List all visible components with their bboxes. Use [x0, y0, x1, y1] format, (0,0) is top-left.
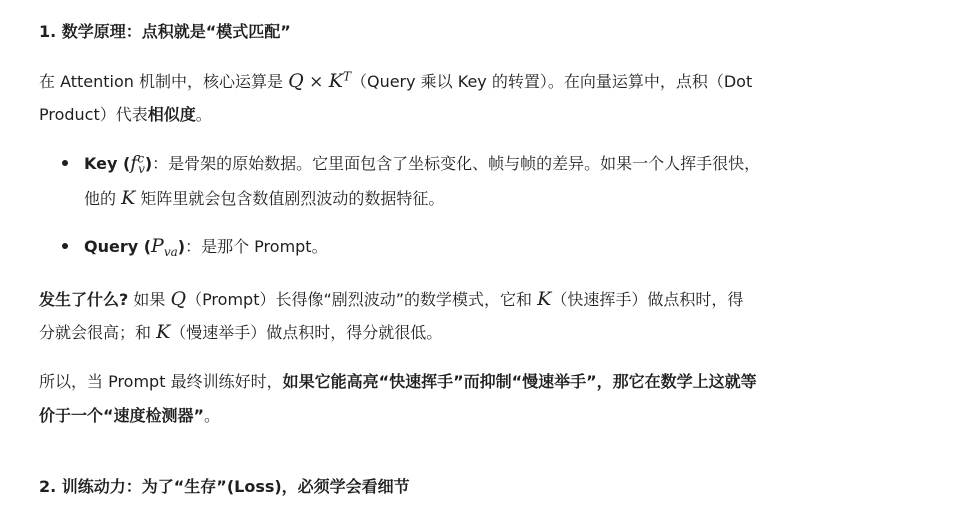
- happen-line-1: [39, 287, 743, 312]
- bullet-text: 矩阵里就会包含数值剧烈波动的数据特征。: [135, 189, 445, 208]
- math-sub-va: va: [163, 245, 178, 260]
- conclusion-line-2: [39, 404, 220, 428]
- conclusion-text: 。: [204, 406, 221, 425]
- bullet-text: 他的: [84, 189, 122, 208]
- intro-text: （Query 乘以 Key 的转置）。在向量运算中，点积（Dot: [350, 72, 753, 91]
- section-1-heading: 1. 数学原理：点积就是“模式匹配”: [39, 22, 291, 41]
- section-2-heading: 2. 训练动力：为了“生存”(Loss)，必须学会看细节: [39, 477, 410, 496]
- bullet-dot: [62, 160, 68, 166]
- conclusion-bold: 价于一个“速度检测器”: [39, 406, 205, 425]
- math-sup-c: c: [137, 151, 145, 166]
- math-transpose: T: [342, 69, 351, 84]
- math-k: K: [537, 288, 552, 310]
- happen-line-2: [39, 320, 442, 345]
- happen-text: （慢速举手）做点积时，得分就很低。: [170, 323, 443, 342]
- bullet-query-line: [84, 234, 328, 259]
- math-q: Q: [288, 70, 304, 92]
- intro-text: 。: [195, 105, 212, 124]
- key-label: Key (: [84, 154, 131, 173]
- math-times: ×: [303, 72, 329, 92]
- intro-text: 在 Attention 机制中，核心运算是: [39, 72, 289, 91]
- happen-bold: 发生了什么?: [39, 290, 129, 309]
- conclusion-text: 所以，当 Prompt 最终训练好时，: [39, 372, 283, 391]
- intro-bold: 相似度: [147, 105, 196, 124]
- happen-text: 如果: [128, 290, 171, 309]
- math-sub-v: v: [138, 162, 145, 177]
- math-k: K: [328, 70, 343, 92]
- bullet-dot: [62, 243, 68, 249]
- bullet-text: ：是那个 Prompt。: [185, 237, 328, 256]
- math-k: K: [121, 187, 136, 209]
- intro-text: Product）代表: [39, 105, 148, 124]
- math-q: Q: [170, 288, 187, 310]
- happen-text: 分就会很高；和: [39, 323, 157, 342]
- conclusion-line-1: [39, 370, 757, 394]
- intro-line-2: [39, 103, 212, 127]
- query-label-end: ): [177, 237, 186, 256]
- math-k: K: [156, 321, 171, 343]
- math-f: f: [130, 152, 138, 174]
- conclusion-bold: 如果它能高亮“快速挥手”而抑制“慢速举手”，那它在数学上这就等: [282, 372, 757, 391]
- happen-text: （Prompt）长得像“剧烈波动”的数学模式，它和: [186, 290, 538, 309]
- query-label: Query (: [84, 237, 152, 256]
- bullet-key-line-2: [84, 186, 444, 211]
- key-label-end: ): [144, 154, 153, 173]
- intro-line-1: [39, 69, 752, 94]
- happen-text: （快速挥手）做点积时，得: [551, 290, 744, 309]
- bullet-text: ：是骨架的原始数据。它里面包含了坐标变化、帧与帧的差异。如果一个人挥手很快，: [152, 154, 761, 173]
- bullet-key-line-1: [84, 151, 760, 176]
- math-p: P: [151, 235, 164, 257]
